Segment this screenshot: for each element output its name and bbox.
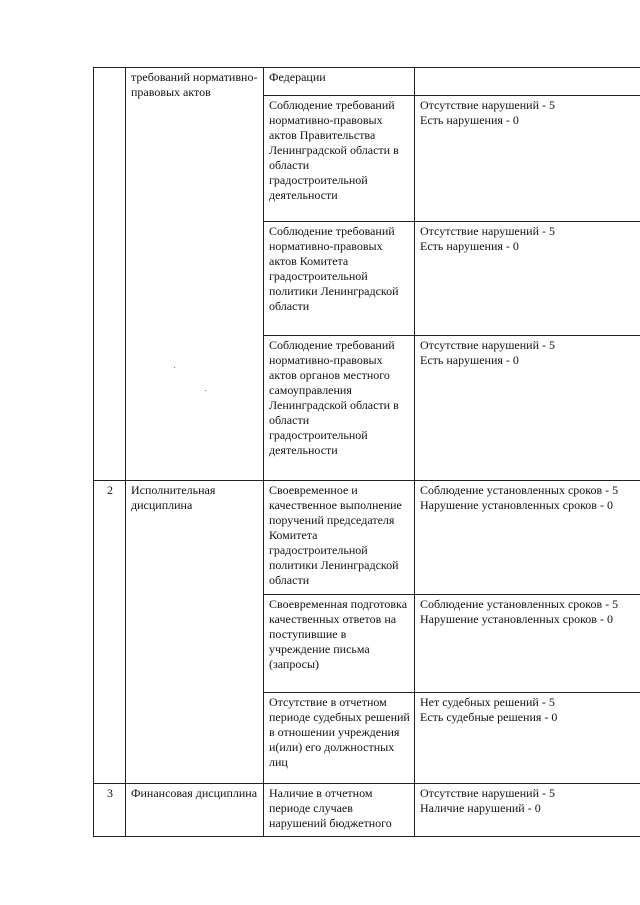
criterion-cell: Своевременная подготовка качественных ответов на поступившие в учреждение письма (запросы) — [264, 595, 415, 693]
score-cell — [415, 336, 640, 481]
score-line: Соблюдение установленных сроков - 5 — [420, 597, 619, 611]
score-cell — [415, 595, 640, 693]
indicator-name-cell: Финансовая дисциплина — [126, 784, 264, 837]
criterion-cell: Соблюдение требований нормативно-правовых актов Правительства Ленинградской области в области градостроительной деятельности — [264, 96, 415, 222]
score-line: Отсутствие нарушений - 5 — [420, 98, 556, 112]
score-line: Соблюдение установленных сроков - 5 — [420, 483, 619, 497]
score-cell — [415, 784, 640, 837]
scan-speck — [205, 390, 206, 391]
table-row — [94, 784, 640, 837]
score-cell — [415, 68, 640, 96]
row-number-cell: 2 — [94, 481, 126, 784]
criterion-cell: Соблюдение требований нормативно-правовых актов Комитета градостроительной политики Ленинградской области — [264, 222, 415, 336]
criterion-cell: Соблюдение требований нормативно-правовых актов органов местного самоуправления Ленинградской области в области градостроительной деятельности — [264, 336, 415, 481]
scan-speck — [174, 367, 175, 368]
score-line: Есть нарушения - 0 — [420, 113, 519, 127]
score-line: Нарушение установленных сроков - 0 — [420, 612, 613, 626]
score-cell — [415, 96, 640, 222]
row-number-cell: 3 — [94, 784, 126, 837]
score-line: Нет судебных решений - 5 — [420, 695, 555, 709]
score-line: Отсутствие нарушений - 5 — [420, 224, 556, 238]
score-line: Отсутствие нарушений - 5 — [420, 338, 556, 352]
criteria-table — [93, 67, 640, 837]
table-row — [94, 68, 640, 96]
row-number-cell — [94, 68, 126, 481]
score-cell — [415, 693, 640, 784]
criterion-cell: Своевременное и качественное выполнение поручений председателя Комитета градостроительной политики Ленинградской области — [264, 481, 415, 595]
score-cell — [415, 222, 640, 336]
criterion-cell: Отсутствие в отчетном периоде судебных решений в отношении учреждения и(или) его должностных лиц — [264, 693, 415, 784]
criterion-cell: Федерации — [264, 68, 415, 96]
score-line: Есть судебные решения - 0 — [420, 710, 558, 724]
table-row — [94, 481, 640, 595]
score-cell — [415, 481, 640, 595]
indicator-name-cell: требований нормативно-правовых актов — [126, 68, 264, 481]
score-line: Наличие нарушений - 0 — [420, 801, 541, 815]
score-line: Есть нарушения - 0 — [420, 239, 519, 253]
score-line: Отсутствие нарушений - 5 — [420, 786, 556, 800]
indicator-name-cell: Исполнительная дисциплина — [126, 481, 264, 784]
criterion-cell: Наличие в отчетном периоде случаев нарушений бюджетного — [264, 784, 415, 837]
score-line: Есть нарушения - 0 — [420, 353, 519, 367]
score-line: Нарушение установленных сроков - 0 — [420, 498, 613, 512]
